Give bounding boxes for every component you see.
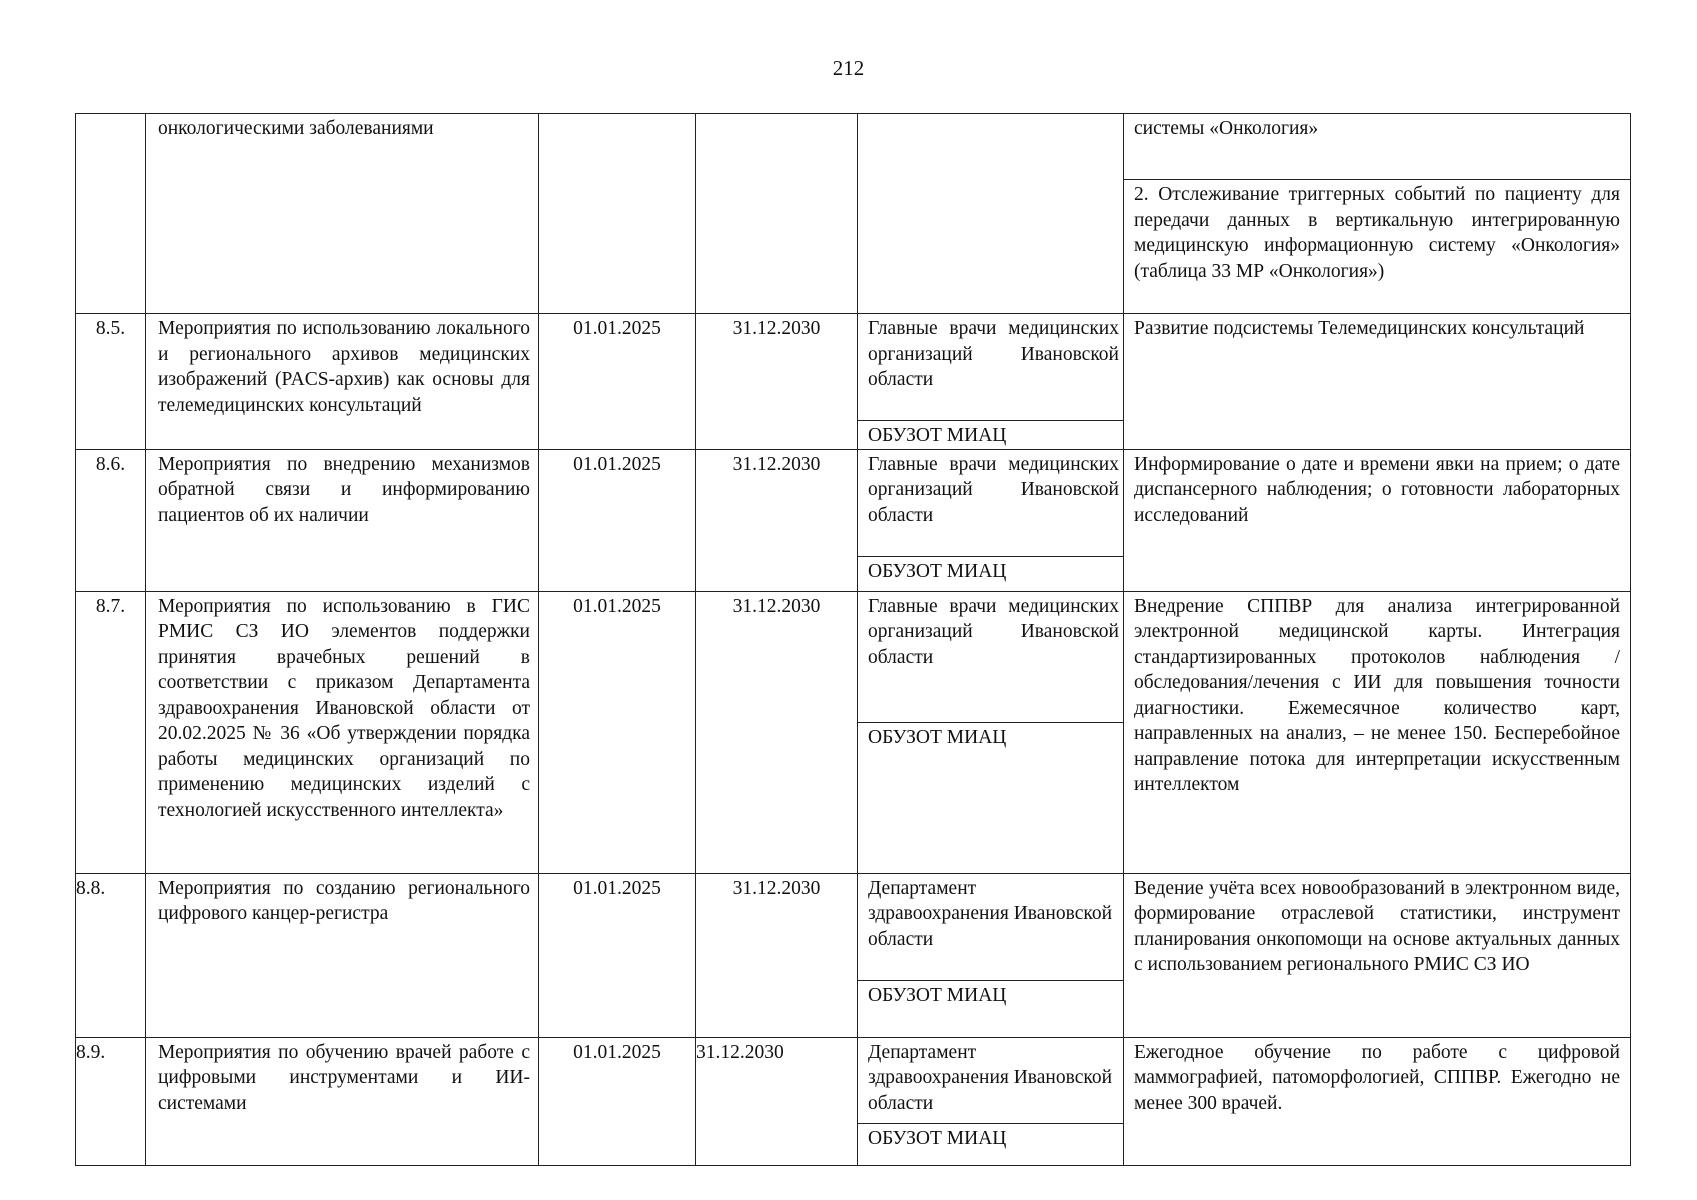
start-date-cell: 01.01.2025 [539, 873, 696, 1037]
table-row-8-5 [76, 314, 1631, 450]
activity-name-cell: Мероприятия по использованию в ГИС РМИС СЗ ИО элементов поддержки принятия врачебных решений в соответствии с приказом Департамента здравоохранения Ивановской области от 20.02.2025 № 36 «Об утверждении порядка работы медицинских организаций по применению медицинских изделий с технологией искусственного интеллекта» [146, 591, 539, 873]
responsible-secondary: ОБУЗОТ МИАЦ [858, 980, 1123, 1009]
responsible-secondary: ОБУЗОТ МИАЦ [858, 556, 1123, 585]
responsible-primary: Департамент здравоохранения Ивановской области [868, 877, 1113, 950]
activities-table [75, 113, 1631, 1166]
table-row-8-9 [76, 1037, 1631, 1165]
table-row-8-8 [76, 873, 1631, 1037]
result-part-2: 2. Отслеживание триггерных событий по пациенту для передачи данных в вертикальную интегрированную медицинскую информационную систему «Онкология» (таблица 33 МР «Онкология») [1134, 184, 1620, 282]
responsible-primary: Департамент здравоохранения Ивановской области [868, 1041, 1113, 1114]
row-number-cell: 8.5. [76, 314, 146, 450]
row-number-cell: 8.7. [76, 591, 146, 873]
end-date-cell: 31.12.2030 [696, 1037, 858, 1165]
result-cell: Ведение учёта всех новообразований в электронном виде, формирование отраслевой статистики, инструмент планирования онкопомощи на основе актуальных данных с использованием регионального РМИС СЗ ИО [1124, 873, 1631, 1037]
responsible-cell [858, 873, 1124, 1037]
responsible-secondary: ОБУЗОТ МИАЦ [858, 1123, 1123, 1152]
responsible-cell [858, 314, 1124, 450]
end-date-cell: 31.12.2030 [696, 449, 858, 591]
result-part-1: системы «Онкология» [1124, 114, 1630, 180]
responsible-secondary: ОБУЗОТ МИАЦ [858, 722, 1123, 751]
activity-name-cell: Мероприятия по обучению врачей работе с цифровыми инструментами и ИИ-системами [146, 1037, 539, 1165]
end-date-cell: 31.12.2030 [696, 314, 858, 450]
row-number-cell: 8.8. [76, 873, 146, 1037]
page-number: 212 [832, 56, 865, 80]
table-row-8-6 [76, 449, 1631, 591]
activity-name-cell: онкологическими заболеваниями [146, 114, 539, 314]
result-cell: Внедрение СППВР для анализа интегрированной электронной медицинской карты. Интеграция стандартизированных протоколов наблюдения / обследования/лечения с ИИ для повышения точности диагностики. Ежемесячное количество карт, направленных на анализ, – не менее 150. Бесперебойное направление потока для интерпретации искусственным интеллектом [1124, 591, 1631, 873]
result-cell: Развитие подсистемы Телемедицинских консультаций [1124, 314, 1631, 450]
end-date-cell: 31.12.2030 [696, 873, 858, 1037]
responsible-primary: Главные врачи медицинских организаций Ивановской области [868, 453, 1119, 526]
responsible-primary: Главные врачи медицинских организаций Ивановской области [868, 595, 1119, 668]
responsible-cell [858, 449, 1124, 591]
row-number-cell: 8.9. [76, 1037, 146, 1165]
table-row-continuation [76, 114, 1631, 314]
end-date-cell: 31.12.2030 [696, 591, 858, 873]
start-date-cell: 01.01.2025 [539, 314, 696, 450]
responsible-cell [858, 114, 1124, 314]
result-cell: Информирование о дате и времени явки на прием; о дате диспансерного наблюдения; о готовности лабораторных исследований [1124, 449, 1631, 591]
activity-name-cell: Мероприятия по использованию локального и регионального архивов медицинских изображений (PACS-архив) как основы для телемедицинских консультаций [146, 314, 539, 450]
row-number-cell [76, 114, 146, 314]
start-date-cell [539, 114, 696, 314]
responsible-cell [858, 591, 1124, 873]
activity-name-cell: Мероприятия по созданию регионального цифрового канцер-регистра [146, 873, 539, 1037]
row-number-cell: 8.6. [76, 449, 146, 591]
end-date-cell [696, 114, 858, 314]
responsible-cell [858, 1037, 1124, 1165]
activity-name-cell: Мероприятия по внедрению механизмов обратной связи и информированию пациентов об их наличии [146, 449, 539, 591]
start-date-cell: 01.01.2025 [539, 591, 696, 873]
responsible-primary: Главные врачи медицинских организаций Ивановской области [868, 318, 1119, 390]
table-row-8-7 [76, 591, 1631, 873]
result-cell [1124, 114, 1631, 314]
result-cell: Ежегодное обучение по работе с цифровой маммографией, патоморфологией, СППВР. Ежегодно не менее 300 врачей. [1124, 1037, 1631, 1165]
responsible-secondary: ОБУЗОТ МИАЦ [858, 420, 1123, 449]
start-date-cell: 01.01.2025 [539, 1037, 696, 1165]
start-date-cell: 01.01.2025 [539, 449, 696, 591]
